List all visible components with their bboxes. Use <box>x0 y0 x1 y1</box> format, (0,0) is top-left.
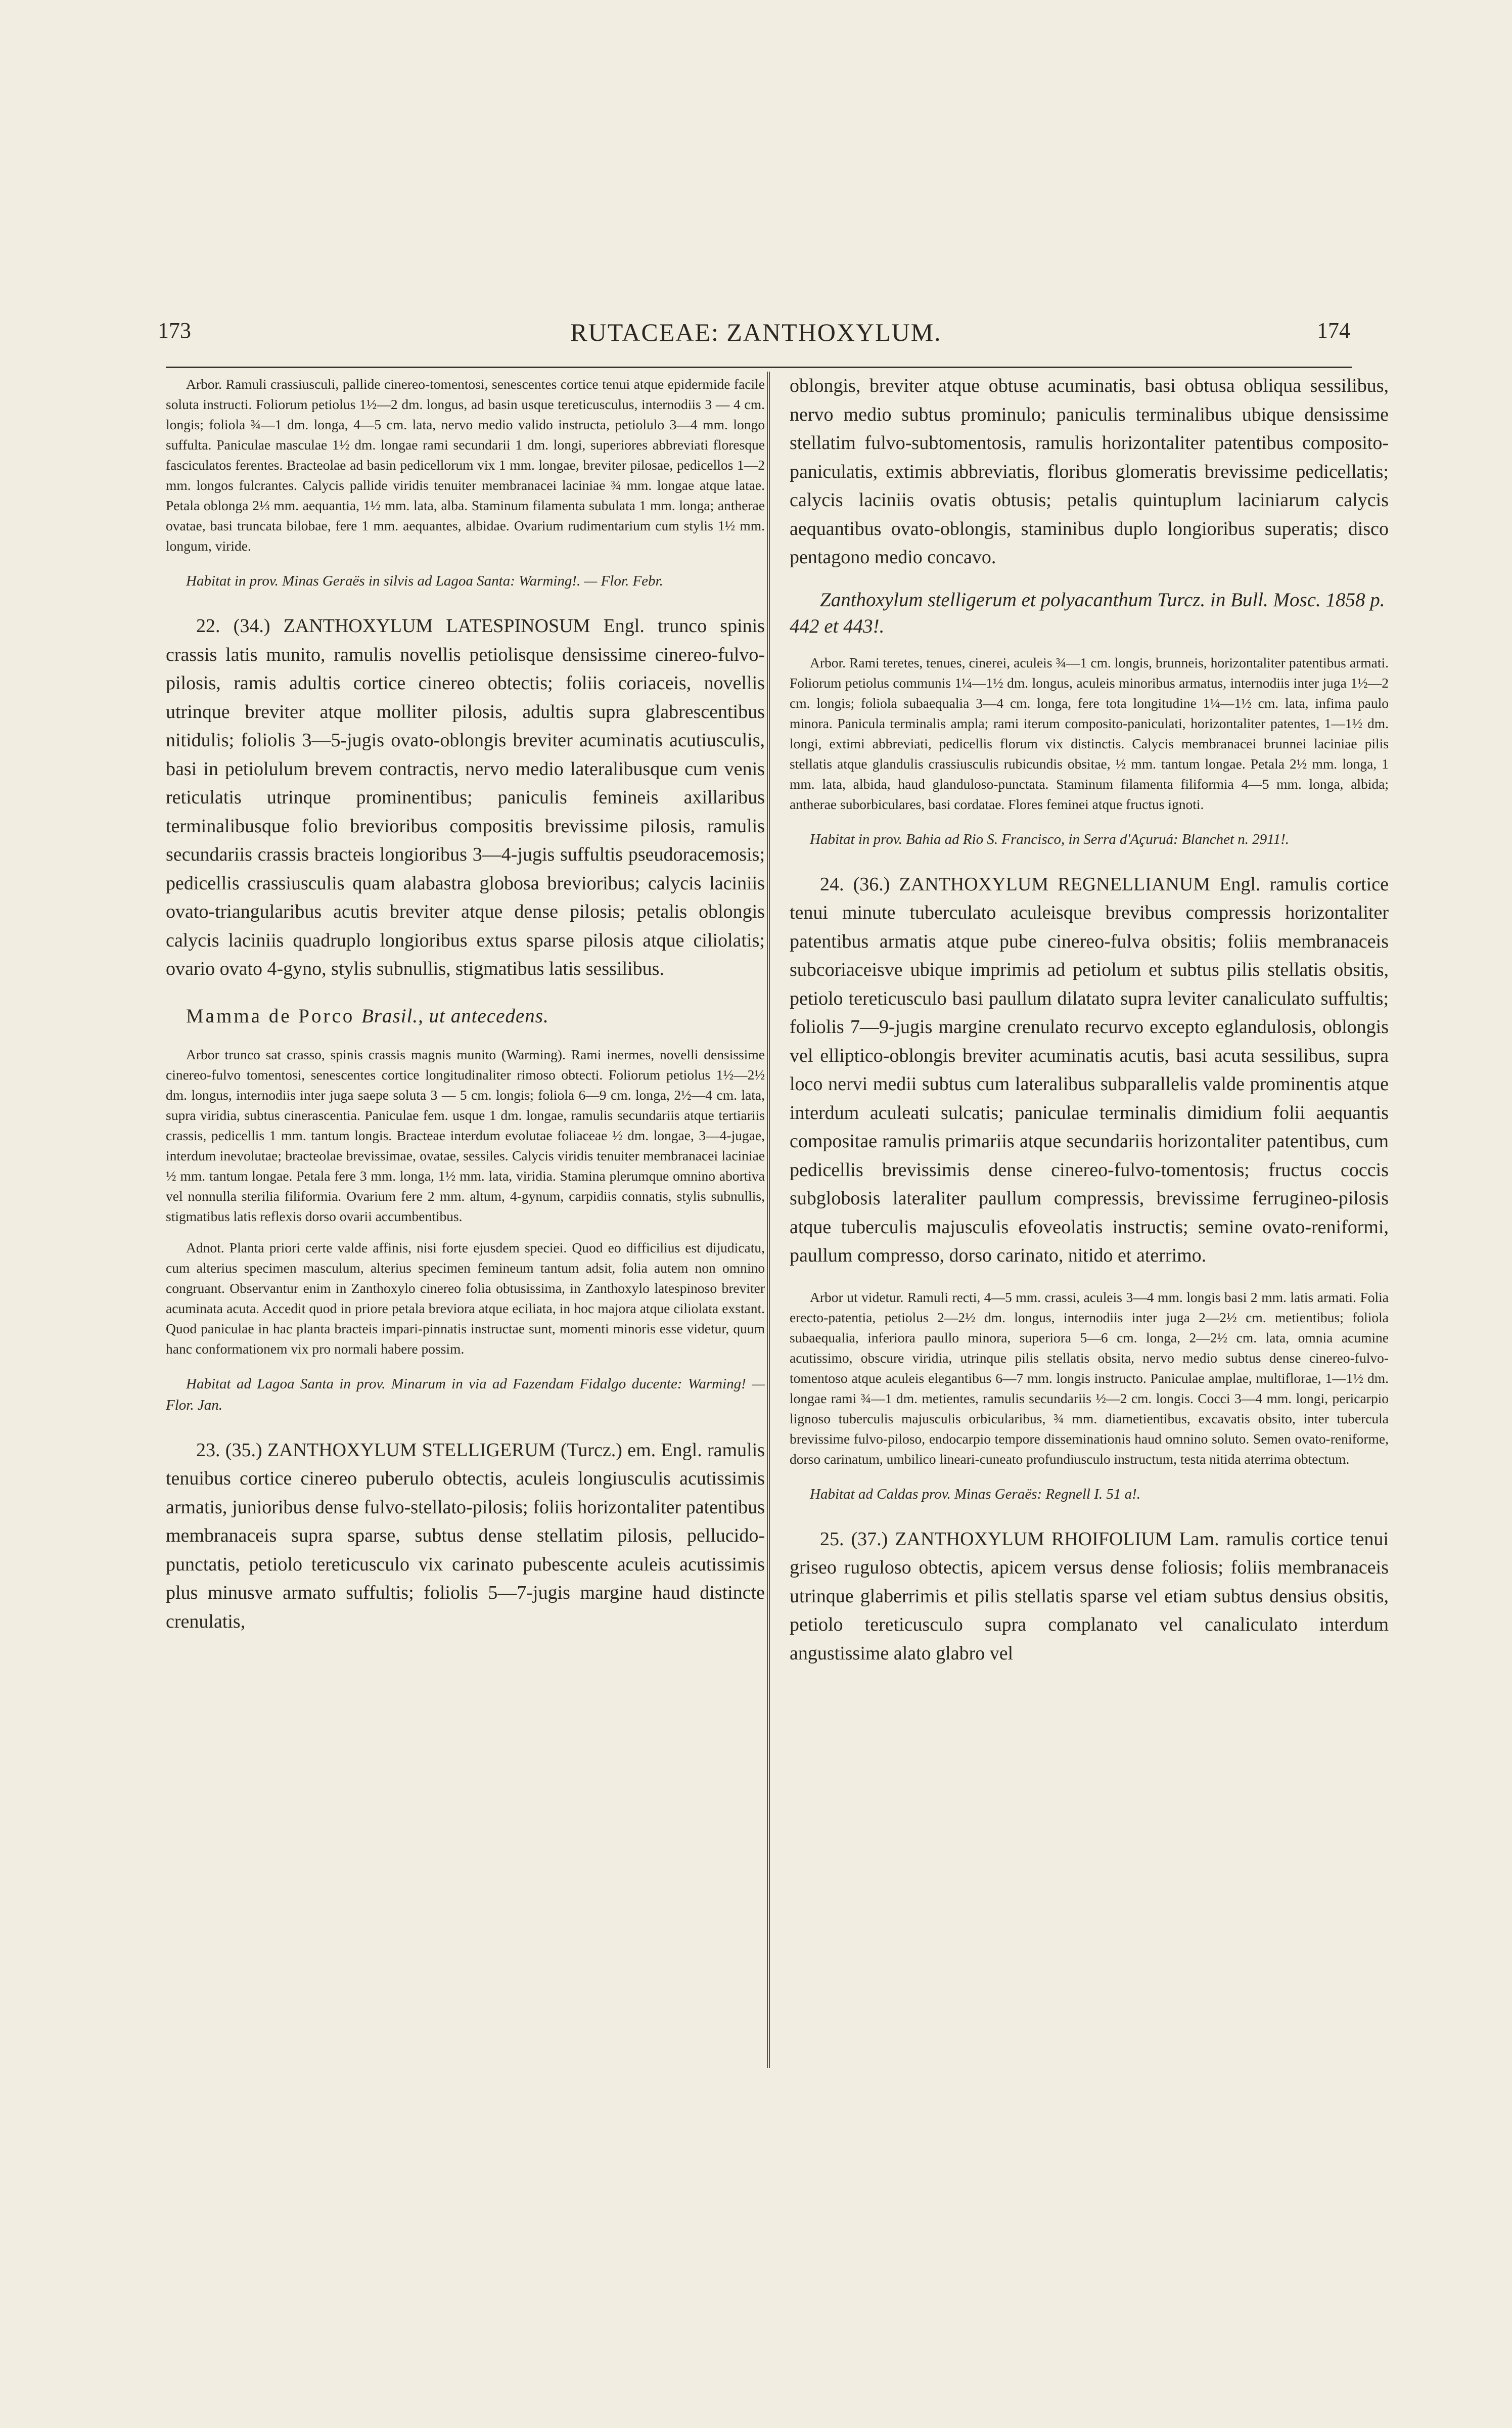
vernacular-name-ref: Brasil., ut antecedens. <box>361 1005 549 1027</box>
vernacular-name-text: Mamma de Porco <box>186 1005 355 1027</box>
right-column <box>790 372 1389 1668</box>
synonym-citation: Zanthoxylum stelligerum et polyacanthum Turcz. in Bull. Mosc. 1858 p. 442 et 443!. <box>790 589 1385 637</box>
left-column <box>166 372 765 1636</box>
page-number-right: 174 <box>1317 318 1350 343</box>
header-rule <box>166 367 1352 368</box>
page-number-left: 173 <box>158 318 191 343</box>
habitat-note: Habitat ad Lagoa Santa in prov. Minarum in via ad Fazendam Fidalgo ducente: Warming! — Flor. Jan. <box>166 1375 765 1413</box>
habitat-note: Habitat in prov. Bahia ad Rio S. Francisco, in Serra d'Açuruá: Blanchet n. 2911!. <box>810 831 1290 847</box>
running-title: RUTACEAE: ZANTHOXYLUM. <box>570 318 942 346</box>
species-description-23: 23. (35.) ZANTHOXYLUM STELLIGERUM (Turcz.) em. Engl. ramulis tenuibus cortice cinereo puberulo obtectis, aculeis longiusculis acutissimis armatis, junioribus dense fulvo-stellato-pilosis; foliis horizontaliter patentibus membranaceis supra sparse, subtus dense stellatim pilosis, pellucido-punctatis, petiolo tereticusculo vix carinato pubescente aculeis acutissimis plus minusve armato suffultis; foliolis 5—7-jugis margine haud distincte crenulatis, <box>166 1439 765 1632</box>
vernacular-name <box>186 1005 765 1027</box>
habitat-note: Habitat ad Caldas prov. Minas Geraës: Regnell I. 51 a!. <box>810 1486 1141 1502</box>
annotation-paragraph: Adnot. Planta priori certe valde affinis, nisi forte ejusdem speciei. Quod eo difficilius est dijudicatu, cum alterius specimen masculum, alterius specimen femineum tantum adsit, folia autem non omnino congruant. Observantur enim in Zanthoxylo cinereo folia obtusissima, in Zanthoxylo latespinoso breviter acuminata acuta. Accedit quod in priore petala breviora atque eciliata, in hoc majora atque ciliolata exstant. Quod paniculae in hac planta bracteis impari-pinnatis instructae sunt, momenti minoris esse videtur, quum hanc conformationem vix pro normali habere possim. <box>166 1239 765 1357</box>
description-paragraph: Arbor. Rami teretes, tenues, cinerei, aculeis ¾—1 cm. longis, brunneis, horizontaliter patentibus armati. Foliorum petiolus communis 1¼—1½ dm. longus, aculeis minoribus armatus, internodiis inter juga 1½—2 cm. longis; foliola subaequalia 3—4 cm. longa, fere tota longitudine 1¼—1½ cm. lata, infima paulo minora. Panicula terminalis ampla; rami iterum composito-paniculati, horizontaliter patentes, 1—1½ dm. longi, extimi abbreviati, pedicellis florum vix distinctis. Calycis membranacei brunnei laciniae pilis stellatis atque glandulis crassiusculis rubicundis obsitae, ½ mm. tantum longae. Petala 2½ mm. longa, 1 mm. lata, albida, haud glanduloso-punctata. Staminum filamenta filiformia 4—5 mm. longa, albida; antherae suborbiculares, basi cordatae. Flores feminei atque fructus ignoti. <box>790 654 1389 812</box>
species-description-cont: oblongis, breviter atque obtuse acuminatis, basi obtusa obliqua sessilibus, nervo medio subtus prominulo; paniculis terminalibus ubique densissime stellatim fulvo-subtomentosis, ramulis horizontaliter patentibus composito-paniculatis, extimis abbreviatis, floribus glomeratis brevissime pedicellatis; calycis laciniis ovatis obtusis; petalis quintuplum laciniarum calycis aequantibus ovato-oblongis, staminibus duplo longioribus superatis; disco pentagono medio concavo. <box>790 375 1389 568</box>
species-description-24: 24. (36.) ZANTHOXYLUM REGNELLIANUM Engl. ramulis cortice tenui minute tuberculato aculeisque brevibus compressis horizontaliter patentibus armatis atque pube cinereo-fulva obsitis; foliis membranaceis subcoriaceisve ubique imprimis ad petiolum et subtus pilis stellatis obsitis, petiolo tereticusculo basi paullum dilatato supra leviter canaliculato suffultis; foliolis 7—9-jugis margine crenulato recurvo excepto eglandulosis, oblongis vel elliptico-oblongis breviter acuminatis acutis, basi acuta sessilibus, supra loco nervi medii subtus cum lateralibus subparallelis valde prominentis atque interdum aculeati sulcatis; paniculae terminalis dimidium folii aequantis compositae ramulis primariis atque secundariis horizontaliter patentibus, cum pedicellis brevissimis dense cinereo-fulvo-tomentosis; fructus coccis subglobosis lateraliter paullum compressis, brevissime ferrugineo-pilosis atque tuberculis majusculis efoveolatis instructis; semine ovato-reniformi, paullum compresso, dorso carinato, nitido et aterrimo. <box>790 873 1389 1266</box>
column-divider <box>767 372 770 2068</box>
description-paragraph: Arbor trunco sat crasso, spinis crassis magnis munito (Warming). Rami inermes, novelli densissime cinereo-fulvo tomentosi, senescentes cortice longitudinaliter rimoso obtecti. Foliorum petiolus 1½—2½ dm. longus, internodiis inter juga saepe soluta 3 — 5 cm. longis; foliola 6—9 cm. longa, 2½—4 cm. lata, supra viridia, subtus cinerascentia. Paniculae fem. usque 1 dm. longae, ramulis secundariis atque tertiariis crassis, pedicellis 1 mm. tantum longis. Bracteae interdum evolutae foliaceae ½ dm. longae, 3—4-jugae, interdum inevolutae; bracteolae brevissimae, ovatae, sessiles. Calycis viridis tenuiter membranacei laciniae ½ mm. tantum longae. Petala fere 3 mm. longa, 1½ mm. lata, viridia. Stamina plerumque omnino abortiva vel nonnulla sterilia filiformia. Ovarium fere 2 mm. altum, 4-gynum, carpidiis connatis, stylis subnullis, stigmatibus latis reflexis dorso ovarii accumbentibus. <box>166 1046 765 1224</box>
description-paragraph: Arbor. Ramuli crassiusculi, pallide cinereo-tomentosi, senescentes cortice tenui atque epidermide facile soluta instructi. Foliorum petiolus 1½—2 dm. longus, ad basin usque tereticusculus, internodiis 3 — 4 cm. longis; foliola ¾—1 dm. longa, 4—5 cm. lata, nervo medio valido instructa, petiolulo 3—4 mm. longo suffulta. Paniculae masculae 1½ dm. longae rami secundarii 1 dm. longi, superiores abbreviati floresque fasciculatos ferentes. Bracteolae ad basin pedicellorum vix 1 mm. longae, breviter pilosae, pedicellos 1—2 mm. longos fulcrantes. Calycis pallide viridis tenuiter membranacei laciniae ¾ mm. longae atque latae. Petala oblonga 2⅓ mm. aequantia, 1½ mm. lata, alba. Staminum filamenta subulata 1 mm. longa; antherae ovatae, basi truncata bilobae, fere 1 mm. aequantes, albidae. Ovarium rudimentarium cum stylis 1½ mm. longum, viride. <box>166 376 765 554</box>
description-paragraph: Arbor ut videtur. Ramuli recti, 4—5 mm. crassi, aculeis 3—4 mm. longis basi 2 mm. latis armati. Folia erecto-patentia, petiolus 2—2½ dm. longus, internodiis inter juga 2—2½ cm. metientibus; foliola subaequalia, inferiora paullo minora, superiora 5—6 cm. longa, 2—2½ cm. lata, omnia acumine acutissimo, obscure viridia, utrinque pilis stellatis obsita, nervo medio subtus dense cinereo-fulvo-tomentoso atque aculeis elegantibus 6—7 mm. longis instructo. Paniculae amplae, multiflorae, 1—1½ dm. longae rami ¾—1 dm. metientes, ramulis secundariis ½—2 cm. longis. Cocci 3—4 mm. longi, pericarpio lignoso tuberculis majusculis orbicularibus, ¾ mm. diametientibus, excavatis obsito, inter tubercula brevissime fulvo-piloso, endocarpio tempore disseminationis haud omnino soluto. Semen ovato-reniforme, dorso carinatum, umbilico lineari-cuneato profundiusculo instructum, testa nitida aterrima obtectum. <box>790 1289 1389 1467</box>
species-description-22: 22. (34.) ZANTHOXYLUM LATESPINOSUM Engl. trunco spinis crassis latis munito, ramulis novellis petiolisque densissime cinereo-fulvo-pilosis, ramis adultis cortice cinereo obtectis; foliis coriaceis, novellis utrinque breviter atque molliter pilosis, adultis supra glabrescentibus nitidulis; foliolis 3—5-jugis ovato-oblongis breviter acuminatis acutiusculis, basi in petiolulum brevem contractis, nervo medio lateralibusque cum venis reticulatis utrinque prominentibus; paniculis femineis axillaribus terminalibusque folio brevioribus compositis brevissime pilosis, ramulis secundariis crassis bracteis longioribus 3—4-jugis suffultis pseudoracemosis; pedicellis crassiusculis quam alabastra globosa brevioribus; calycis laciniis ovato-triangularibus acutis breviter atque dense pilosis; petalis oblongis calycis laciniis quadruplo longioribus extus sparse pilosis atque ciliolatis; ovario ovato 4-gyno, stylis subnullis, stigmatibus latis sessilibus. <box>166 615 765 979</box>
page-header <box>0 318 1512 358</box>
species-description-25: 25. (37.) ZANTHOXYLUM RHOIFOLIUM Lam. ramulis cortice tenui griseo ruguloso obtectis, apicem versus dense foliosis; foliis membranaceis utrinque glaberrimis et pilis stellatis sparse vel etiam subtus densius obsitis, petiolo tereticusculo supra complanato vel canaliculato interdum angustissime alato glabro vel <box>790 1528 1389 1664</box>
habitat-note: Habitat in prov. Minas Geraës in silvis ad Lagoa Santa: Warming!. — Flor. Febr. <box>186 573 663 589</box>
